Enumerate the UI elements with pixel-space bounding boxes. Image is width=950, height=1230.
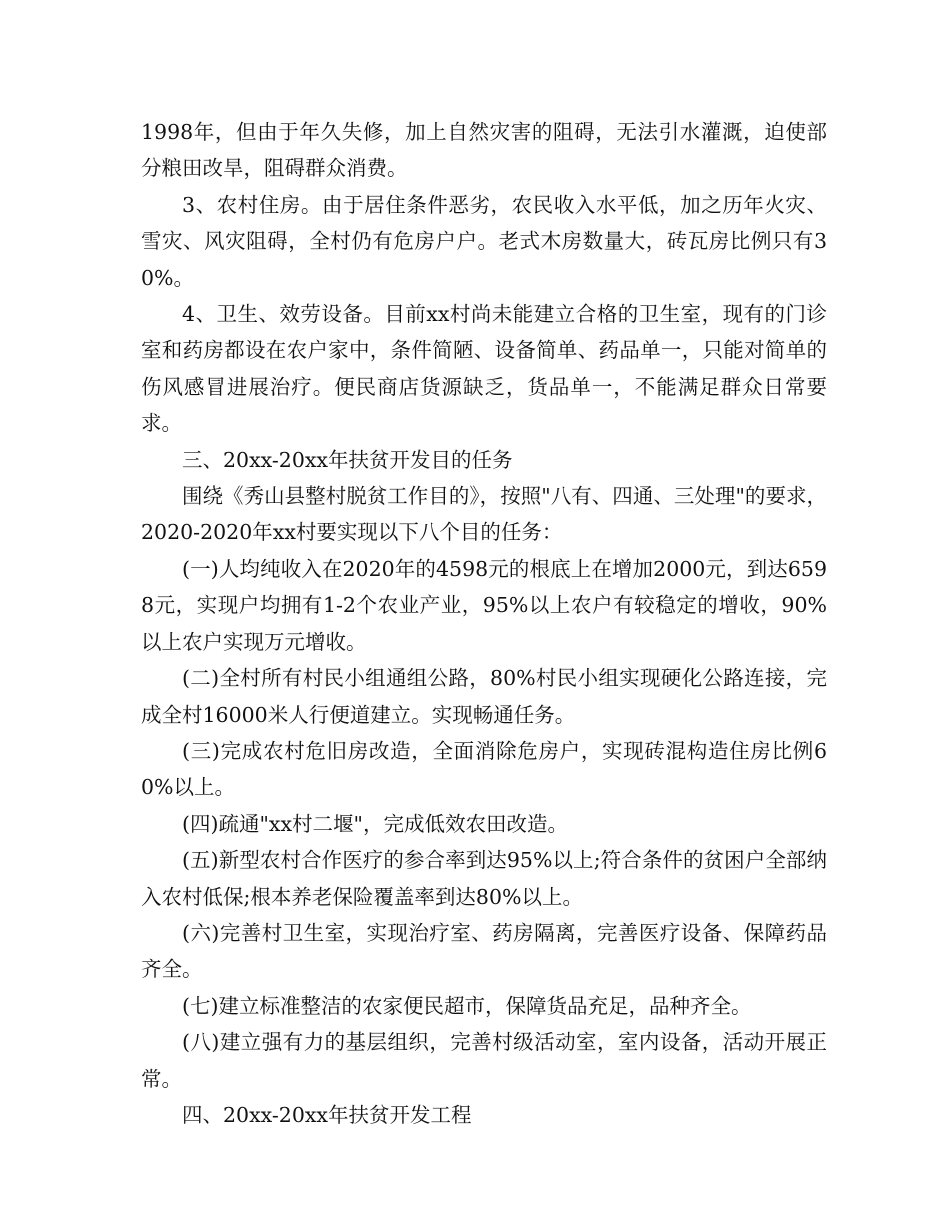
goal-item-8: (八)建立强有力的基层组织，完善村级活动室，室内设备，活动开展正常。 [141,1030,827,1091]
section-heading-3: 三、20xx-20xx年扶贫开发目的任务 [182,447,513,472]
document-body [141,114,827,1133]
paragraph-rural-housing: 3、农村住房。由于居住条件恶劣，农民收入水平低，加之历年火灾、雪灾、风灾阻碍，全村仍有危房户户。老式木房数量大，砖瓦房比例只有30%。 [141,192,827,290]
paragraph-health-services: 4、卫生、效劳设备。目前xx村尚未能建立合格的卫生室，现有的门诊室和药房都设在农户家中，条件简陋、设备简单、药品单一，只能对简单的伤风感冒进展治疗。便民商店货源缺乏，货品单一，不能满足群众日常要求。 [141,302,827,436]
paragraph-goals-intro: 围绕《秀山县整村脱贫工作目的》，按照"八有、四通、三处理"的要求，2020-2020年xx村要实现以下八个目的任务： [141,484,827,545]
goal-item-6: (六)完善村卫生室，实现治疗室、药房隔离，完善医疗设备、保障药品齐全。 [141,920,827,982]
goal-item-3: (三)完成农村危旧房改造，全面消除危房户，实现砖混构造住房比例60%以上。 [141,738,827,800]
paragraph-continuation: 1998年，但由于年久失修，加上自然灾害的阻碍，无法引水灌溉，迫使部分粮田改旱，阻碍群众消费。 [141,120,827,181]
goal-item-7: (七)建立标准整洁的农家便民超市，保障货品充足，品种齐全。 [182,993,752,1018]
goal-item-2: (二)全村所有村民小组通组公路，80%村民小组实现硬化公路连接，完成全村16000米人行便道建立。实现畅通任务。 [141,666,827,727]
goal-item-5: (五)新型农村合作医疗的参合率到达95%以上;符合条件的贫困户全部纳入农村低保;根本养老保险覆盖率到达80%以上。 [141,848,827,909]
goal-item-1: (一)人均纯收入在2020年的4598元的根底上在增加2000元，到达6598元，实现户均拥有1-2个农业产业，95%以上农户有较稳定的增收，90%以上农户实现万元增收。 [141,556,827,654]
section-heading-4: 四、20xx-20xx年扶贫开发工程 [182,1102,472,1127]
goal-item-4: (四)疏通"xx村二堰"，完成低效农田改造。 [182,811,568,836]
